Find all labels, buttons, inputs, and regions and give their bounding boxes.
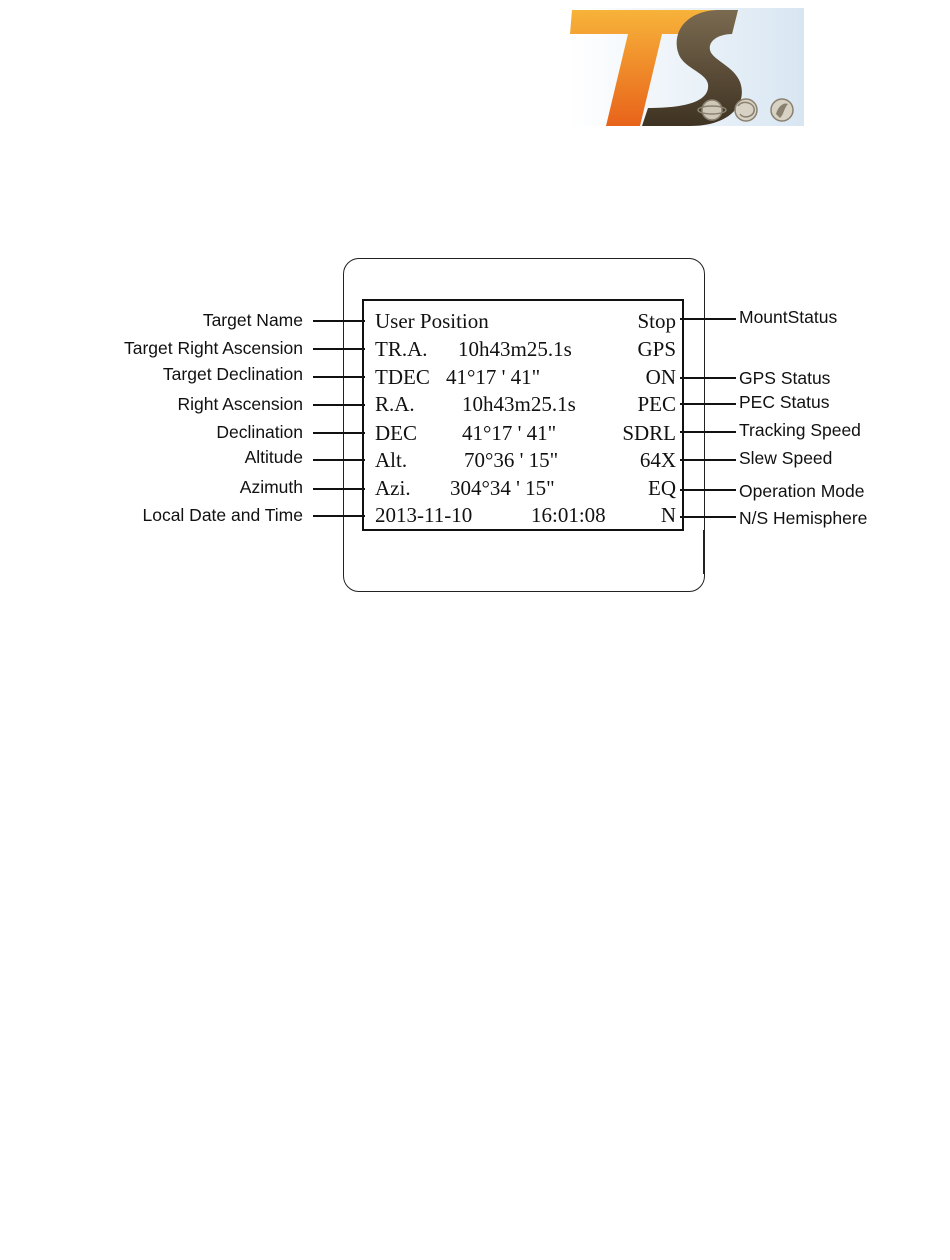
leader-line (680, 489, 736, 491)
leader-line (313, 348, 365, 350)
callout-tracking-speed: Tracking Speed (739, 420, 861, 440)
leader-line (680, 431, 736, 433)
callout-pec-status: PEC Status (739, 392, 830, 412)
lcd-tra-label: TR.A. (375, 337, 428, 361)
callout-target-dec: Target Declination (162, 364, 303, 384)
lcd-tracking-speed: SDRL (622, 421, 676, 445)
leader-line (313, 404, 365, 406)
callout-gps-status: GPS Status (739, 368, 831, 388)
lcd-tdec-label: TDEC (375, 365, 430, 389)
lcd-azi-label: Azi. (375, 476, 411, 500)
leader-line (680, 377, 736, 379)
leader-line (313, 515, 365, 517)
lcd-target-name: User Position (375, 309, 489, 333)
lcd-gps: GPS (637, 337, 676, 361)
lcd-dec-label: DEC (375, 421, 417, 445)
lcd-tdec-value: 41°17 ' 41" (446, 365, 541, 389)
lcd-slew-speed: 64X (639, 448, 676, 472)
lcd-tra-value: 10h43m25.1s (458, 337, 572, 361)
callout-hemisphere: N/S Hemisphere (739, 508, 868, 528)
leader-line (680, 318, 736, 320)
leader-line (680, 516, 736, 518)
callout-slew-speed: Slew Speed (739, 448, 833, 468)
lcd-time: 16:01:08 (531, 503, 606, 527)
callout-operation-mode: Operation Mode (739, 481, 865, 501)
lcd-ra-label: R.A. (375, 392, 415, 416)
callout-target-name: Target Name (202, 310, 303, 330)
lcd-pec: PEC (637, 392, 676, 416)
lcd-date: 2013-11-10 (375, 503, 473, 527)
lcd-operation-mode: EQ (648, 476, 676, 500)
callout-azimuth: Azimuth (239, 477, 303, 497)
lcd-alt-label: Alt. (375, 448, 408, 472)
lcd-ra-value: 10h43m25.1s (462, 392, 576, 416)
callout-dec: Declination (216, 422, 303, 442)
leader-line (313, 459, 365, 461)
leader-line (313, 320, 365, 322)
leader-line (680, 459, 736, 461)
lcd-mount-status: Stop (637, 309, 676, 333)
lcd-gps-status: ON (645, 365, 676, 389)
callout-date-time: Local Date and Time (142, 505, 303, 525)
callout-ra: Right Ascension (177, 394, 303, 414)
callout-mount-status: MountStatus (739, 307, 838, 327)
planet-icon (702, 100, 722, 120)
callout-altitude: Altitude (244, 447, 303, 467)
lcd-hemisphere: N (660, 503, 676, 527)
leader-line (680, 403, 736, 405)
controller-edge (703, 530, 705, 574)
lcd-dec-value: 41°17 ' 41" (462, 421, 557, 445)
callout-target-ra: Target Right Ascension (124, 338, 303, 358)
leader-line (313, 376, 365, 378)
lcd-alt-value: 70°36 ' 15" (464, 448, 559, 472)
ts-logo (570, 8, 804, 126)
lcd-azi-value: 304°34 ' 15" (450, 476, 555, 500)
leader-line (313, 488, 365, 490)
leader-line (313, 432, 365, 434)
